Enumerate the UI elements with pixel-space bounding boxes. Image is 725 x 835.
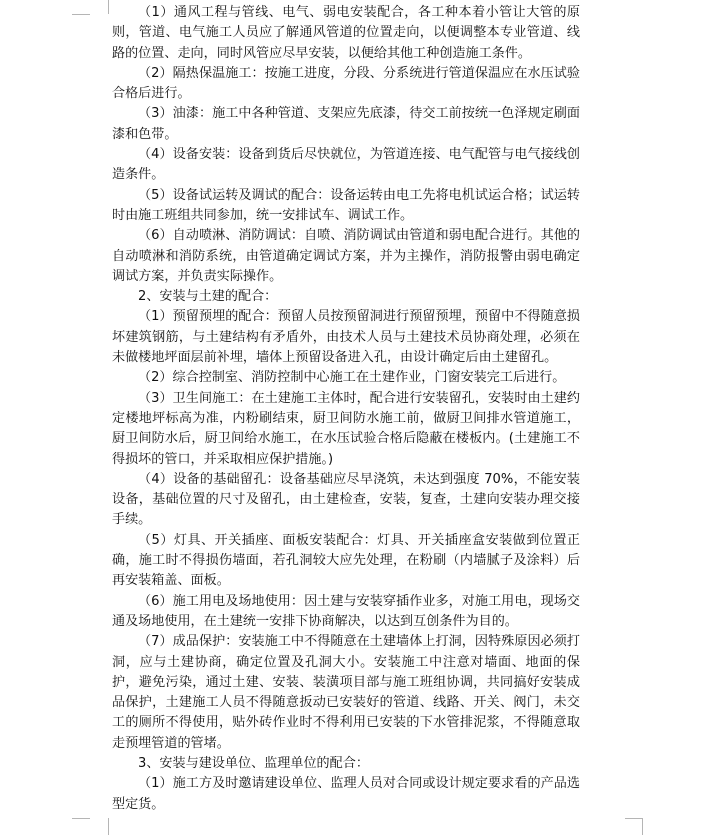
page-corner-mark bbox=[624, 818, 643, 835]
page-corner-mark bbox=[72, 818, 90, 819]
paragraph-ventilation-coordination: （1）通风工程与管线、电气、弱电安装配合，各工种本着小管让大管的原则，管道、电气施工人员应了解通风管道的位置走向，以便调整本专业管道、线路的位置、走向，同时风管应尽早安装，以便给其他工种创造施工条件。 bbox=[112, 5, 580, 61]
paragraph-painting: （3）油漆：施工中各种管道、支架应先底漆，待交工前按统一色泽规定刷面漆和色带。 bbox=[112, 106, 580, 142]
paragraph-insulation: （2）隔热保温施工：按施工进度，分段、分系统进行管道保温应在水压试验合格后进行。 bbox=[112, 65, 580, 102]
paragraph-reserved-embedded: （1）预留预埋的配合：预留人员按预留洞进行预留预埋，预留中不得随意损坏建筑钢筋，与土建结构有矛盾外，由技术人员与土建技术员协商处理，必须在未做楼地坪面层前补埋，墙体上预留设备进入孔，由设计确定后由土建留孔。 bbox=[112, 309, 580, 366]
paragraph-control-room: （2）综合控制室、消防控制中心施工在土建作业，门窗安装完工后进行。 bbox=[138, 370, 566, 386]
paragraph-product-protection: （7）成品保护：安装施工中不得随意在土建墙体上打洞，因特殊原因必须打洞，应与土建协商，确定位置及孔洞大小。安装施工中注意对墙面、地面的保护，避免污染，通过土建、安装、装潢项目部与施工班组协调，共同搞好安装成品保护，土建施工人员不得随意扳动已安装好的管道、线路、开关、阀门，未交工的厕所不得使用，贴外砖作业时不得利用已安装的下水管排泥浆，不得随意取走预埋管道的管堵。 bbox=[112, 634, 580, 751]
paragraph-test-run: （5）设备试运转及调试的配合：设备运转由电工先将电机试运合格；试运转时由施工班组共同参加，统一安排试车、调试工作。 bbox=[112, 187, 580, 223]
paragraph-foundation-holes: （4）设备的基础留孔：设备基础应尽早浇筑，未达到强度 70%，不能安装设备，基础位置的尺寸及留孔，由土建检查，安装，复查，土建向安装办理交接手续。 bbox=[112, 471, 580, 528]
section-heading-civil: 2、安装与土建的配合： bbox=[138, 289, 278, 305]
paragraph-bathroom: （3）卫生间施工：在土建施工主体时，配合进行安装留孔，安装时由土建约定楼地坪标高为准，内粉刷结束，厨卫间防水施工前，做厨卫间排水管道施工，厨卫间防水后，厨卫间给水施工，在水压试验合格后隐蔽在楼板内。(土建施工不得损坏的管口，并采取相应保护措施。) bbox=[112, 390, 580, 467]
paragraph-sprinkler-fire-test: （6）自动喷淋、消防调试：自喷、消防调试由管道和弱电配合进行。其他的自动喷淋和消防系统，由管道确定调试方案，并为主操作，消防报警由弱电确定调试方案，并负责实际操作。 bbox=[112, 228, 580, 284]
page-corner-mark bbox=[72, 14, 90, 15]
page-corner-mark bbox=[625, 818, 643, 819]
section-heading-owner-supervisor: 3、安装与建设单位、监理单位的配合： bbox=[138, 755, 369, 771]
paragraph-site-power: （6）施工用电及场地使用：因土建与安装穿插作业多，对施工用电，现场交通及场地使用，在土建统一安排下协商解决，以达到互创条件为目的。 bbox=[112, 593, 580, 629]
page-corner-mark bbox=[90, 818, 109, 835]
paragraph-lighting-sockets: （5）灯具、开关插座、面板安装配合：灯具、开关插座盒安装做到位置正确，施工时不得损伤墙面，若孔洞较大应先处理，在粉刷（内墙腻子及涂料）后再安装箱盖、面板。 bbox=[112, 532, 580, 589]
paragraph-equipment-install: （4）设备安装：设备到货后尽快就位，为管道连接、电气配管与电气接线创造条件。 bbox=[112, 147, 580, 183]
paragraph-product-selection: （1）施工方及时邀请建设单位、监理人员对合同或设计规定要求看的产品选型定货。 bbox=[112, 776, 580, 812]
page-corner-mark bbox=[90, 0, 109, 14]
document-body bbox=[112, 3, 580, 815]
